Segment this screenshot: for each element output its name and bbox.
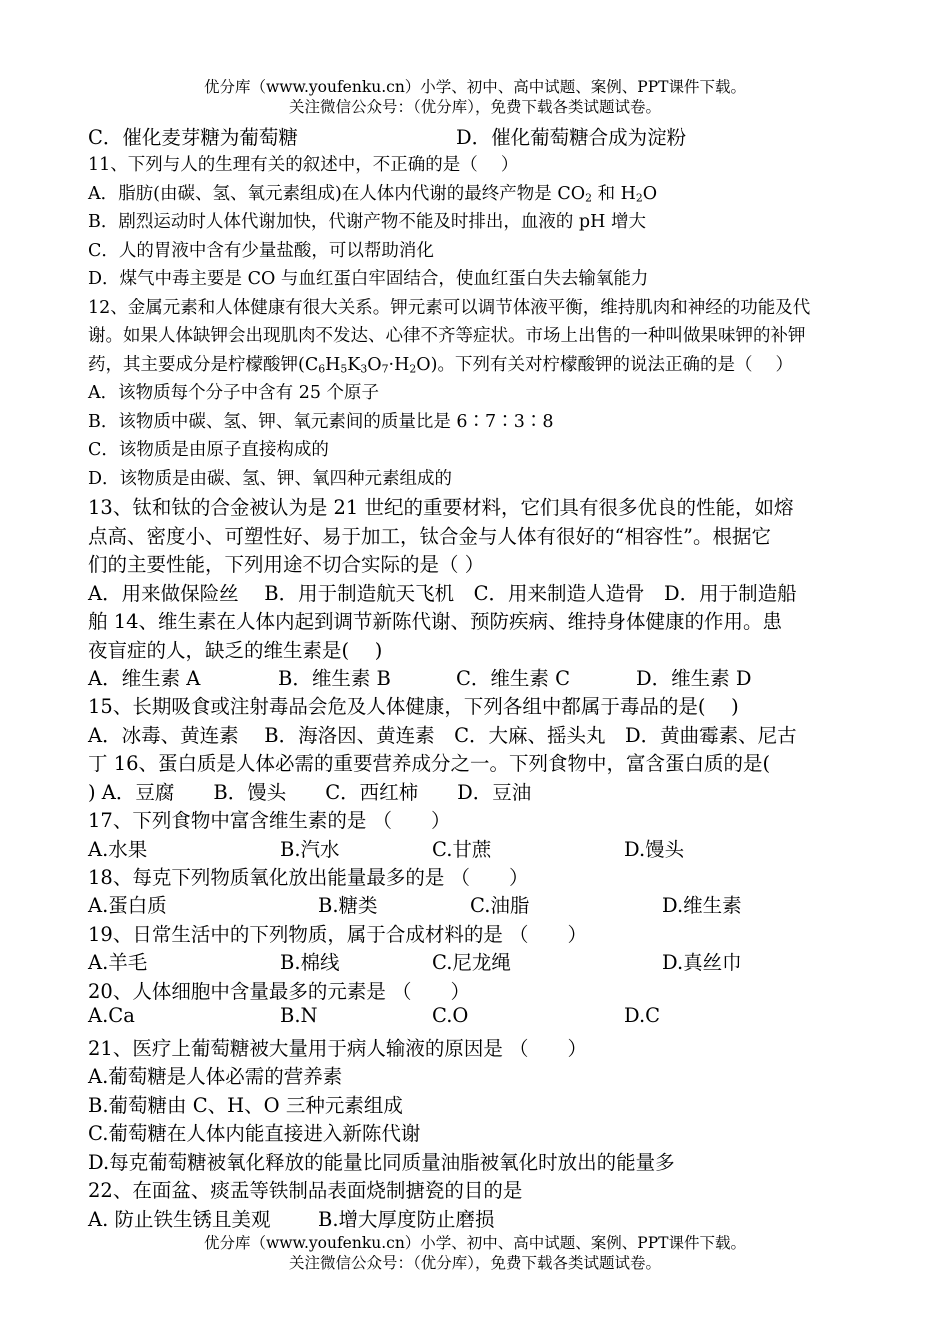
- q13-line-3: 们的主要性能，下列用途不切合实际的是（ ）: [88, 553, 485, 576]
- q13-line-1: 13、钛和钛的合金被认为是 21 世纪的重要材料，它们具有很多优良的性能，如熔: [88, 496, 794, 519]
- q19-option-d: D.真丝巾: [662, 951, 742, 974]
- q19-stem: 19、日常生活中的下列物质，属于合成材料的是 （ ）: [88, 923, 588, 946]
- q20-option-a: A.Ca: [88, 1004, 135, 1027]
- q11-option-c: C．人的胃液中含有少量盐酸，可以帮助消化: [88, 241, 434, 261]
- q12-option-a: A．该物质每个分子中含有 25 个原子: [88, 383, 380, 403]
- q22-option-b: B.增大厚度防止磨损: [318, 1208, 495, 1231]
- q14-option-d: D．维生素 D: [636, 667, 752, 690]
- q22-stem: 22、在面盆、痰盂等铁制品表面烧制搪瓷的目的是: [88, 1179, 523, 1202]
- q11-option-a: A．脂肪(由碳、氢、氧元素组成)在人体内代谢的最终产物是 $CO_2$ 和 $H_2O$: [88, 184, 658, 205]
- q15-options: A．冰毒、黄连素 B．海洛因、黄连素 C．大麻、摇头丸 D．黄曲霉素、尼古: [88, 724, 797, 747]
- q16-options: ) A．豆腐 B．馒头 C．西红柿 D．豆油: [88, 781, 532, 804]
- q14-stem-line-1: 舶 14、维生素在人体内起到调节新陈代谢、预防疾病、维持身体健康的作用。患: [88, 610, 783, 633]
- header-line-1: 优分库（www.youfenku.cn）小学、初中、高中试题、案例、PPT课件下载。: [203, 78, 747, 96]
- q21-option-c: C.葡萄糖在人体内能直接进入新陈代谢: [88, 1122, 421, 1145]
- q20-option-b: B.N: [280, 1004, 318, 1027]
- q14-option-a: A．维生素 A: [88, 667, 201, 690]
- q10-option-c: C．催化麦芽糖为葡萄糖: [88, 126, 298, 149]
- q18-option-b: B.糖类: [318, 894, 378, 917]
- q14-option-b: B．维生素 B: [278, 667, 391, 690]
- q11-option-b: B．剧烈运动时人体代谢加快，代谢产物不能及时排出，血液的 pH 增大: [88, 212, 646, 232]
- q12-stem-line-1: 12、金属元素和人体健康有很大关系。钾元素可以调节体液平衡，维持肌肉和神经的功能及代: [88, 298, 811, 318]
- q20-stem: 20、人体细胞中含量最多的元素是 （ ）: [88, 980, 471, 1003]
- q20-option-d: D.C: [624, 1004, 661, 1027]
- q18-option-a: A.蛋白质: [88, 894, 167, 917]
- q17-option-b: B.汽水: [280, 838, 340, 861]
- q22-option-a: A. 防止铁生锈且美观: [88, 1208, 271, 1231]
- q10-option-d: D．催化葡萄糖合成为淀粉: [456, 126, 687, 149]
- q21-stem: 21、医疗上葡萄糖被大量用于病人输液的原因是 （ ）: [88, 1037, 588, 1060]
- header-line-2: 关注微信公众号：（优分库），免费下载各类试题试卷。: [288, 98, 661, 116]
- q15-stem: 15、长期吸食或注射毒品会危及人体健康，下列各组中都属于毒品的是( ): [88, 695, 739, 718]
- q20-option-c: C.O: [432, 1004, 469, 1027]
- q13-options: A．用来做保险丝 B．用于制造航天飞机 C．用来制造人造骨 D．用于制造船: [88, 582, 797, 605]
- q21-option-a: A.葡萄糖是人体必需的营养素: [88, 1065, 343, 1088]
- q14-option-c: C．维生素 C: [456, 667, 571, 690]
- q12-stem-line-2: 谢。如果人体缺钾会出现肌肉不发达、心律不齐等症状。市场上出售的一种叫做果味钾的补钾: [88, 326, 806, 346]
- q19-option-c: C.尼龙绳: [432, 951, 511, 974]
- q12-option-b: B．该物质中碳、氢、钾、氧元素间的质量比是 6∶7∶3∶8: [88, 412, 554, 432]
- q21-option-b: B.葡萄糖由 C、H、O 三种元素组成: [88, 1094, 403, 1117]
- q16-stem: 丁 16、蛋白质是人体必需的重要营养成分之一。下列食物中，富含蛋白质的是(: [88, 752, 771, 775]
- q17-option-c: C.甘蔗: [432, 838, 492, 861]
- footer-line-2: 关注微信公众号：（优分库），免费下载各类试题试卷。: [288, 1254, 661, 1272]
- q19-option-b: B.棉线: [280, 951, 340, 974]
- footer-line-1: 优分库（www.youfenku.cn）小学、初中、高中试题、案例、PPT课件下载。: [203, 1234, 747, 1252]
- q11-option-d: D．煤气中毒主要是 CO 与血红蛋白牢固结合，使血红蛋白失去输氧能力: [88, 269, 649, 289]
- q21-option-d: D.每克葡萄糖被氧化释放的能量比同质量油脂被氧化时放出的能量多: [88, 1151, 675, 1174]
- q13-line-2: 点高、密度小、可塑性好、易于加工，钛合金与人体有很好的“相容性”。根据它: [88, 525, 771, 548]
- q18-option-d: D.维生素: [662, 894, 742, 917]
- q18-option-c: C.油脂: [470, 894, 530, 917]
- q17-option-a: A.水果: [88, 838, 148, 861]
- q17-stem: 17、下列食物中富含维生素的是 （ ）: [88, 809, 451, 832]
- q11-stem: 11、下列与人的生理有关的叙述中，不正确的是（ ）: [88, 155, 519, 175]
- q17-option-d: D.馒头: [624, 838, 685, 861]
- q19-option-a: A.羊毛: [88, 951, 148, 974]
- q14-stem-line-2: 夜盲症的人，缺乏的维生素是( ): [88, 639, 383, 662]
- q12-option-d: D．该物质是由碳、氢、钾、氧四种元素组成的: [88, 469, 453, 489]
- q18-stem: 18、每克下列物质氧化放出能量最多的是 （ ）: [88, 866, 529, 889]
- q12-option-c: C．该物质是由原子直接构成的: [88, 440, 329, 460]
- q12-stem-line-3: 药，其主要成分是柠檬酸钾$(C_6H_5K_3O_7\cdot H_2O)$。下列有关对柠檬酸钾的说法正确的是（ ）: [88, 355, 794, 376]
